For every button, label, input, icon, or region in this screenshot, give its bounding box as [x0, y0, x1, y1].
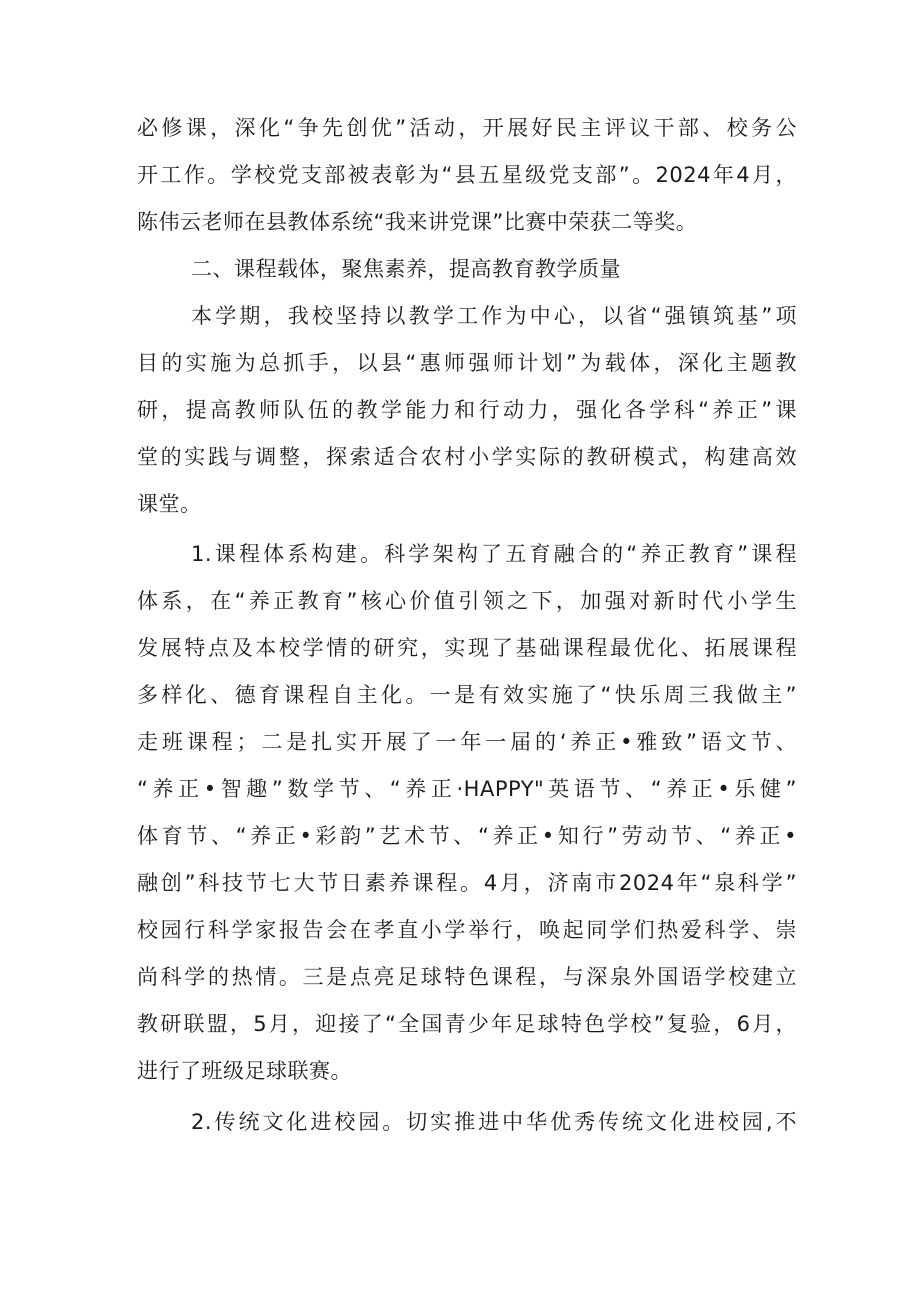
- text-line: 体育节、“养正•彩韵”艺术节、“养正•知行”劳动节、“养正•: [137, 824, 797, 848]
- section-heading-text: 二、课程载体，聚焦素养，提高教育教学质量: [191, 257, 621, 281]
- text-line: 多样化、德育课程自主化。一是有效实施了“快乐周三我做主”: [137, 683, 797, 707]
- text-line: 校园行科学家报告会在孝直小学举行，唤起同学们热爱科学、崇: [137, 918, 797, 942]
- section-heading: [137, 246, 797, 293]
- paragraph-curriculum-system: [137, 531, 797, 1095]
- text-line: 研，提高教师队伍的教学能力和行动力，强化各学科“养正”课: [137, 398, 797, 422]
- text-line: 2.传统文化进校园。切实推进中华优秀传统文化进校园,不: [191, 1110, 797, 1134]
- text-line: “养正•智趣”数学节、“养正·HAPPY"英语节、“养正•乐健”: [137, 777, 797, 801]
- text-line: 目的实施为总抓手，以县“惠师强师计划”为载体，深化主题教: [137, 351, 797, 375]
- paragraph-traditional-culture: [137, 1099, 797, 1146]
- text-line: 陈伟云老师在县教体系统“我来讲党课”比赛中荣获二等奖。: [137, 210, 698, 234]
- text-line: 堂的实践与调整，探索适合农村小学实际的教研模式，构建高效: [137, 445, 797, 469]
- text-line: 进行了班级足球联赛。: [137, 1059, 352, 1083]
- text-line: 发展特点及本校学情的研究，实现了基础课程最优化、拓展课程: [137, 636, 797, 660]
- text-line: 融创”科技节七大节日素养课程。4月，济南市2024年“泉科学”: [137, 871, 797, 895]
- document-body: [137, 105, 797, 1146]
- text-line: 必修课，深化“争先创优”活动，开展好民主评议干部、校务公: [137, 116, 797, 140]
- text-line: 开工作。学校党支部被表彰为“县五星级党支部”。2024年4月，: [137, 163, 797, 187]
- paragraph-party-work: [137, 105, 797, 246]
- text-line: 教研联盟，5月，迎接了“全国青少年足球特色学校”复验，6月，: [137, 1012, 797, 1036]
- text-line: 1.课程体系构建。科学架构了五育融合的“养正教育”课程: [191, 542, 797, 566]
- text-line: 走班课程；二是扎实开展了一年一届的‘养正•雅致”语文节、: [137, 730, 797, 754]
- text-line: 本学期，我校坚持以教学工作为中心，以省“强镇筑基”项: [191, 304, 797, 328]
- paragraph-teaching-center: [137, 293, 797, 528]
- text-line: 尚科学的热情。三是点亮足球特色课程，与深泉外国语学校建立: [137, 965, 797, 989]
- text-line: 体系，在“养正教育”核心价值引领之下，加强对新时代小学生: [137, 589, 797, 613]
- text-line: 课堂。: [137, 492, 202, 516]
